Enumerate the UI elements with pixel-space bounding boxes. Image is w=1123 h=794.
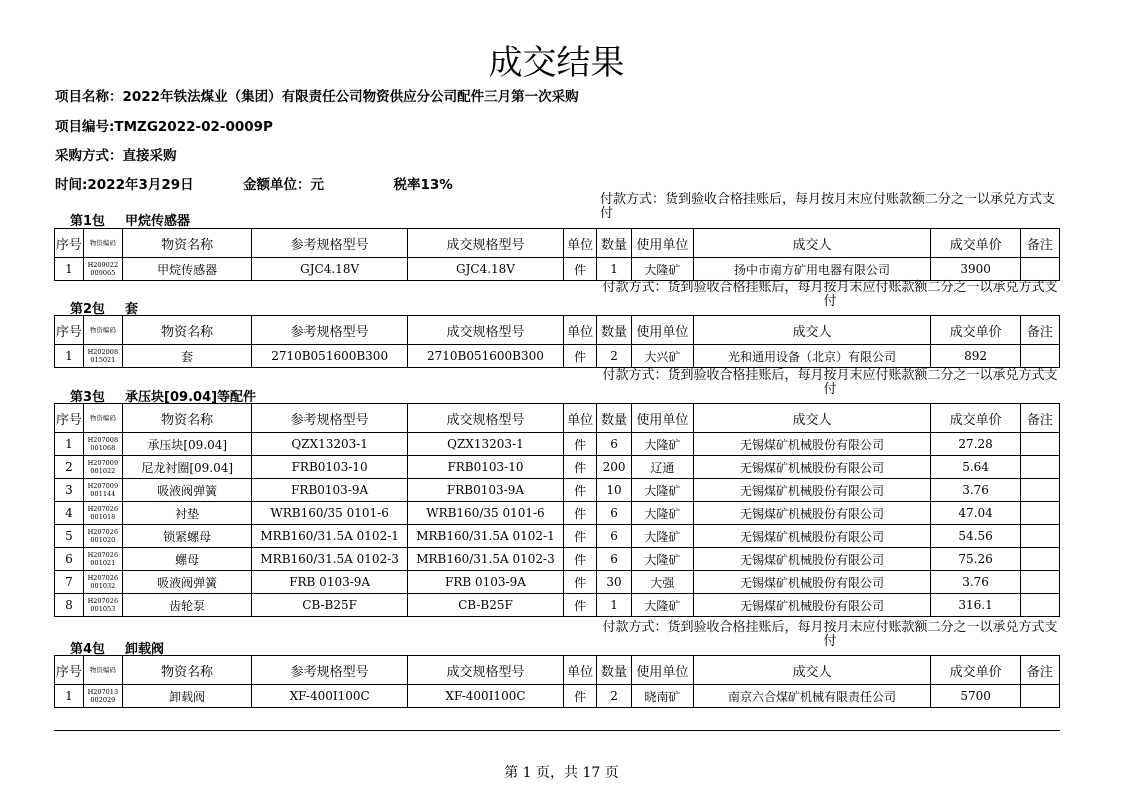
package-table [54, 655, 1060, 708]
package-label: 第1包 [70, 214, 106, 229]
cell-ref: XF-400I100C [252, 685, 407, 708]
cell-ref: FRB0103-9A [252, 479, 407, 502]
cell-user: 大隆矿 [632, 502, 694, 525]
cell-supplier: 无锡煤矿机械股份有限公司 [693, 456, 931, 479]
cell-deal: XF-400I100C [407, 685, 563, 708]
column-header-unit: 单位 [564, 404, 597, 433]
package-name: 承压块[09.04]等配件 [125, 390, 257, 405]
cell-deal: FRB0103-10 [407, 456, 563, 479]
cell-supplier: 无锡煤矿机械股份有限公司 [693, 548, 931, 571]
cell-unit: 件 [564, 433, 597, 456]
cell-price: 892 [931, 345, 1020, 368]
package-table [54, 403, 1060, 617]
cell-name: 锁紧螺母 [122, 525, 252, 548]
cell-unit: 件 [564, 594, 597, 617]
cell-no: 6 [55, 548, 84, 571]
cell-user: 大隆矿 [632, 258, 694, 281]
cell-qty: 6 [597, 548, 632, 571]
cell-supplier: 南京六合煤矿机械有限责任公司 [693, 685, 931, 708]
package-heading [70, 210, 190, 229]
cell-no: 1 [55, 685, 84, 708]
cell-name: 卸载阀 [122, 685, 252, 708]
cell-deal: GJC4.18V [407, 258, 563, 281]
column-header-deal: 成交规格型号 [407, 316, 563, 345]
cell-code: H207026 001032 [83, 571, 122, 594]
column-header-code: 物资编码 [83, 404, 122, 433]
cell-user: 大隆矿 [632, 433, 694, 456]
cell-ref: QZX13203-1 [252, 433, 407, 456]
table-header-row [55, 656, 1060, 685]
cell-user: 大兴矿 [632, 345, 694, 368]
cell-note [1020, 258, 1059, 281]
tax-rate: 税率13% [393, 177, 453, 193]
column-header-name: 物资名称 [122, 229, 252, 258]
column-header-no: 序号 [55, 656, 84, 685]
cell-unit: 件 [564, 456, 597, 479]
column-header-ref: 参考规格型号 [252, 229, 407, 258]
cell-name: 尼龙衬圈[09.04] [122, 456, 252, 479]
cell-name: 吸液阀弹簧 [122, 571, 252, 594]
cell-code: H209022 009065 [83, 258, 122, 281]
cell-code: H207026 001021 [83, 548, 122, 571]
column-header-name: 物资名称 [122, 656, 252, 685]
column-header-no: 序号 [55, 404, 84, 433]
cell-qty: 6 [597, 502, 632, 525]
payment-terms: 付款方式：货到验收合格挂账后，每月按月末应付账款额二分之一以承兑方式支付 [602, 280, 1058, 309]
package-table [54, 315, 1060, 368]
cell-price: 3900 [931, 258, 1020, 281]
column-header-price: 成交单价 [931, 229, 1020, 258]
column-header-ref: 参考规格型号 [252, 656, 407, 685]
bottom-rule [54, 730, 1060, 731]
cell-no: 8 [55, 594, 84, 617]
cell-no: 5 [55, 525, 84, 548]
meta-line [55, 173, 453, 193]
column-header-user: 使用单位 [632, 229, 694, 258]
cell-price: 5.64 [931, 456, 1020, 479]
column-header-note: 备注 [1020, 316, 1059, 345]
column-header-supplier: 成交人 [693, 229, 931, 258]
column-header-ref: 参考规格型号 [252, 404, 407, 433]
date: 时间:2022年3月29日 [55, 177, 194, 193]
cell-name: 螺母 [122, 548, 252, 571]
cell-no: 1 [55, 433, 84, 456]
table-row [55, 525, 1060, 548]
column-header-note: 备注 [1020, 229, 1059, 258]
cell-supplier: 无锡煤矿机械股份有限公司 [693, 479, 931, 502]
cell-ref: FRB 0103-9A [252, 571, 407, 594]
cell-price: 3.76 [931, 571, 1020, 594]
payment-terms: 付款方式：货到验收合格挂账后，每月按月末应付账款额二分之一以承兑方式支付 [602, 368, 1058, 397]
page-title: 成交结果 [488, 43, 625, 83]
cell-name: 甲烷传感器 [122, 258, 252, 281]
table-header-row [55, 229, 1060, 258]
column-header-deal: 成交规格型号 [407, 404, 563, 433]
cell-ref: MRB160/31.5A 0102-1 [252, 525, 407, 548]
column-header-deal: 成交规格型号 [407, 229, 563, 258]
package-label: 第4包 [70, 642, 106, 657]
column-header-qty: 数量 [597, 229, 632, 258]
cell-qty: 200 [597, 456, 632, 479]
cell-code: H207009 001144 [83, 479, 122, 502]
table-row [55, 594, 1060, 617]
payment-terms: 付款方式：货到验收合格挂账后，每月按月末应付账款额二分之一以承兑方式支付 [600, 192, 1056, 221]
column-header-price: 成交单价 [931, 316, 1020, 345]
cell-unit: 件 [564, 479, 597, 502]
cell-no: 3 [55, 479, 84, 502]
cell-supplier: 光和通用设备（北京）有限公司 [693, 345, 931, 368]
cell-note [1020, 456, 1059, 479]
cell-ref: MRB160/31.5A 0102-3 [252, 548, 407, 571]
cell-deal: CB-B25F [407, 594, 563, 617]
table-row [55, 345, 1060, 368]
cell-price: 5700 [931, 685, 1020, 708]
cell-name: 吸液阀弹簧 [122, 479, 252, 502]
cell-ref: WRB160/35 0101-6 [252, 502, 407, 525]
column-header-note: 备注 [1020, 404, 1059, 433]
cell-supplier: 扬中市南方矿用电器有限公司 [693, 258, 931, 281]
cell-user: 大隆矿 [632, 525, 694, 548]
cell-supplier: 无锡煤矿机械股份有限公司 [693, 571, 931, 594]
cell-user: 大强 [632, 571, 694, 594]
cell-no: 4 [55, 502, 84, 525]
column-header-code: 物资编码 [83, 316, 122, 345]
column-header-user: 使用单位 [632, 316, 694, 345]
cell-price: 3.76 [931, 479, 1020, 502]
cell-name: 承压块[09.04] [122, 433, 252, 456]
cell-note [1020, 479, 1059, 502]
cell-note [1020, 345, 1059, 368]
column-header-deal: 成交规格型号 [407, 656, 563, 685]
column-header-price: 成交单价 [931, 404, 1020, 433]
payment-terms: 付款方式：货到验收合格挂账后，每月按月末应付账款额二分之一以承兑方式支付 [602, 620, 1058, 649]
cell-note [1020, 525, 1059, 548]
cell-unit: 件 [564, 258, 597, 281]
cell-code: H207008 001068 [83, 433, 122, 456]
cell-user: 大隆矿 [632, 479, 694, 502]
cell-ref: CB-B25F [252, 594, 407, 617]
column-header-user: 使用单位 [632, 404, 694, 433]
column-header-name: 物资名称 [122, 316, 252, 345]
table-row [55, 456, 1060, 479]
cell-qty: 1 [597, 594, 632, 617]
cell-price: 27.28 [931, 433, 1020, 456]
cell-code: H202008 015021 [83, 345, 122, 368]
cell-supplier: 无锡煤矿机械股份有限公司 [693, 433, 931, 456]
cell-supplier: 无锡煤矿机械股份有限公司 [693, 525, 931, 548]
column-header-supplier: 成交人 [693, 316, 931, 345]
cell-note [1020, 548, 1059, 571]
cell-price: 75.26 [931, 548, 1020, 571]
table-row [55, 571, 1060, 594]
package-table [54, 228, 1060, 281]
column-header-unit: 单位 [564, 316, 597, 345]
cell-qty: 1 [597, 258, 632, 281]
cell-price: 316.1 [931, 594, 1020, 617]
column-header-unit: 单位 [564, 229, 597, 258]
table-row [55, 258, 1060, 281]
column-header-code: 物资编码 [83, 229, 122, 258]
cell-unit: 件 [564, 685, 597, 708]
cell-deal: MRB160/31.5A 0102-1 [407, 525, 563, 548]
cell-qty: 10 [597, 479, 632, 502]
cell-supplier: 无锡煤矿机械股份有限公司 [693, 502, 931, 525]
cell-deal: QZX13203-1 [407, 433, 563, 456]
cell-ref: 2710B051600B300 [252, 345, 407, 368]
cell-qty: 2 [597, 685, 632, 708]
cell-price: 47.04 [931, 502, 1020, 525]
cell-qty: 2 [597, 345, 632, 368]
project-name: 项目名称：2022年铁法煤业（集团）有限责任公司物资供应分公司配件三月第一次采购 [55, 89, 579, 105]
cell-code: H207026 001018 [83, 502, 122, 525]
cell-user: 大隆矿 [632, 548, 694, 571]
cell-no: 1 [55, 258, 84, 281]
cell-note [1020, 502, 1059, 525]
cell-deal: WRB160/35 0101-6 [407, 502, 563, 525]
package-label: 第3包 [70, 390, 106, 405]
cell-supplier: 无锡煤矿机械股份有限公司 [693, 594, 931, 617]
cell-price: 54.56 [931, 525, 1020, 548]
column-header-user: 使用单位 [632, 656, 694, 685]
table-header-row [55, 316, 1060, 345]
column-header-qty: 数量 [597, 316, 632, 345]
project-code: 项目编号:TMZG2022-02-0009P [55, 119, 273, 135]
cell-qty: 6 [597, 525, 632, 548]
cell-no: 7 [55, 571, 84, 594]
column-header-no: 序号 [55, 316, 84, 345]
package-name: 卸载阀 [125, 642, 165, 657]
cell-no: 2 [55, 456, 84, 479]
cell-code: H207013 002029 [83, 685, 122, 708]
cell-code: H207026 001053 [83, 594, 122, 617]
column-header-note: 备注 [1020, 656, 1059, 685]
table-row [55, 433, 1060, 456]
amount-unit: 金额单位：元 [243, 177, 325, 193]
column-header-name: 物资名称 [122, 404, 252, 433]
column-header-qty: 数量 [597, 656, 632, 685]
cell-code: H207026 001020 [83, 525, 122, 548]
cell-name: 套 [122, 345, 252, 368]
cell-unit: 件 [564, 502, 597, 525]
column-header-supplier: 成交人 [693, 656, 931, 685]
purchase-method: 采购方式：直接采购 [55, 148, 177, 164]
cell-unit: 件 [564, 548, 597, 571]
cell-name: 齿轮泵 [122, 594, 252, 617]
cell-user: 辽通 [632, 456, 694, 479]
cell-unit: 件 [564, 345, 597, 368]
cell-deal: 2710B051600B300 [407, 345, 563, 368]
package-label: 第2包 [70, 302, 106, 317]
cell-unit: 件 [564, 525, 597, 548]
cell-qty: 6 [597, 433, 632, 456]
column-header-no: 序号 [55, 229, 84, 258]
cell-deal: FRB0103-9A [407, 479, 563, 502]
package-name: 甲烷传感器 [125, 214, 191, 229]
page-footer: 第 1 页，共 17 页 [504, 765, 619, 781]
table-row [55, 548, 1060, 571]
cell-note [1020, 433, 1059, 456]
cell-ref: FRB0103-10 [252, 456, 407, 479]
cell-code: H207009 001022 [83, 456, 122, 479]
table-row [55, 685, 1060, 708]
cell-deal: FRB 0103-9A [407, 571, 563, 594]
cell-qty: 30 [597, 571, 632, 594]
table-header-row [55, 404, 1060, 433]
cell-unit: 件 [564, 571, 597, 594]
cell-note [1020, 685, 1059, 708]
column-header-qty: 数量 [597, 404, 632, 433]
cell-ref: GJC4.18V [252, 258, 407, 281]
column-header-supplier: 成交人 [693, 404, 931, 433]
cell-name: 衬垫 [122, 502, 252, 525]
column-header-unit: 单位 [564, 656, 597, 685]
cell-user: 晓南矿 [632, 685, 694, 708]
table-row [55, 502, 1060, 525]
column-header-ref: 参考规格型号 [252, 316, 407, 345]
column-header-price: 成交单价 [931, 656, 1020, 685]
cell-no: 1 [55, 345, 84, 368]
cell-deal: MRB160/31.5A 0102-3 [407, 548, 563, 571]
table-row [55, 479, 1060, 502]
column-header-code: 物资编码 [83, 656, 122, 685]
cell-note [1020, 571, 1059, 594]
cell-note [1020, 594, 1059, 617]
package-name: 套 [125, 302, 139, 317]
cell-user: 大隆矿 [632, 594, 694, 617]
